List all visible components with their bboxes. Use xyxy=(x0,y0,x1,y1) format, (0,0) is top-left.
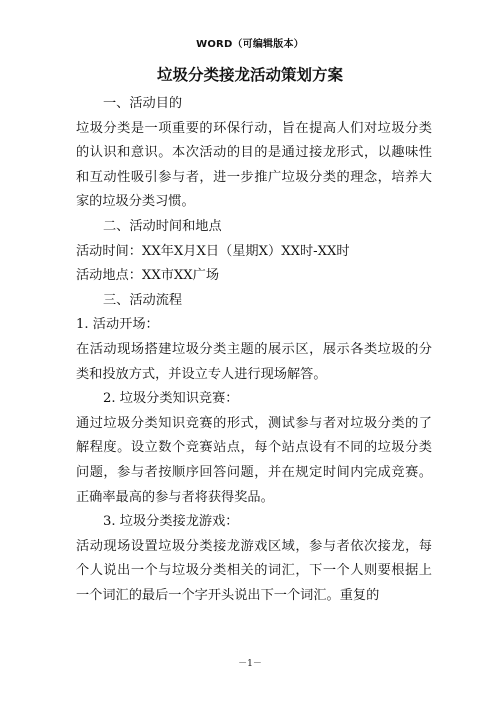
process-item-2-title: 2. 垃圾分类知识竞赛： xyxy=(103,391,239,407)
section-heading-process: 三、活动流程 xyxy=(103,292,183,308)
document-title: 垃圾分类接龙活动策划方案 xyxy=(156,65,343,84)
document-body xyxy=(76,92,432,608)
paragraph-place: 活动地点：XX市XX广场 xyxy=(76,268,220,284)
process-item-2-text: 通过垃圾分类知识竞赛的形式，测试参与者对垃圾分类的了解程度。设立数个竞赛站点，每个站点设有不同的垃圾分类问题，参与者按顺序回答问题，并在规定时间内完成竞赛。正确率最高的参与者将获得奖品。 xyxy=(76,415,432,505)
paragraph-purpose: 垃圾分类是一项重要的环保行动，旨在提高人们对垃圾分类的认识和意识。本次活动的目的是通过接龙形式，以趣味性和互动性吸引参与者，进一步推广垃圾分类的理念，培养大家的垃圾分类习惯。 xyxy=(76,120,432,210)
process-item-1-title: 1. 活动开场： xyxy=(76,317,159,333)
process-item-3-text: 活动现场设置垃圾分类接龙游戏区域，参与者依次接龙，每个人说出一个与垃圾分类相关的词汇，下一个人则要根据上一个词汇的最后一个字开头说出下一个词汇。重复的 xyxy=(76,538,432,603)
process-item-1-text: 在活动现场搭建垃圾分类主题的展示区，展示各类垃圾的分类和投放方式，并设立专人进行现场解答。 xyxy=(76,341,432,382)
section-heading-time-place: 二、活动时间和地点 xyxy=(103,218,222,234)
process-item-3-title: 3. 垃圾分类接龙游戏： xyxy=(103,514,239,530)
section-heading-purpose: 一、活动目的 xyxy=(103,96,183,111)
page-number: －1－ xyxy=(238,659,262,669)
paragraph-time: 活动时间：XX年X月X日（星期X）XX时-XX时 xyxy=(76,243,350,259)
page-header: WORD（可编辑版本） xyxy=(196,39,304,50)
